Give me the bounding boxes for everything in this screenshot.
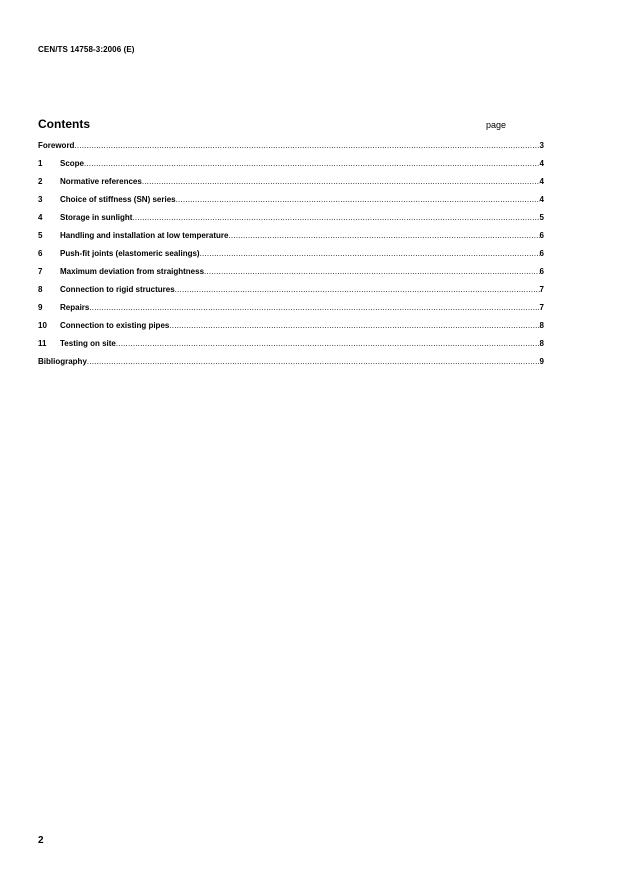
toc-entry-title: Connection to rigid structures xyxy=(60,285,175,294)
toc-entry-page: 8 xyxy=(539,339,544,348)
toc-dot-leader xyxy=(84,155,540,173)
toc-entry-page: 6 xyxy=(539,231,544,240)
toc-dot-leader xyxy=(87,353,540,371)
toc-entry-page: 5 xyxy=(539,213,544,222)
toc-entry-normative-references[interactable] xyxy=(38,173,544,191)
toc-entry-title: Storage in sunlight xyxy=(60,213,133,222)
toc-entry-title: Bibliography xyxy=(38,357,87,366)
toc-entry-number: 9 xyxy=(38,303,43,312)
toc-entry-page: 4 xyxy=(539,177,544,186)
toc-entry-page: 3 xyxy=(539,141,544,150)
toc-entry-page: 6 xyxy=(539,267,544,276)
toc-dot-leader xyxy=(200,245,540,263)
toc-entry-push-fit-joints[interactable] xyxy=(38,245,544,263)
toc-entry-choice-of-stiffness[interactable] xyxy=(38,191,544,209)
toc-entry-title: Push-fit joints (elastomeric sealings) xyxy=(60,249,200,258)
toc-dot-leader xyxy=(169,317,539,335)
toc-entry-title: Connection to existing pipes xyxy=(60,321,170,330)
toc-entry-number: 11 xyxy=(38,339,47,348)
toc-entry-page: 9 xyxy=(539,357,544,366)
toc-entry-scope[interactable] xyxy=(38,155,544,173)
toc-entry-title: Testing on site xyxy=(60,339,116,348)
toc-entry-title: Scope xyxy=(60,159,85,168)
toc-dot-leader xyxy=(204,263,540,281)
toc-dot-leader xyxy=(132,209,539,227)
toc-entry-number: 10 xyxy=(38,321,47,330)
toc-entry-number: 7 xyxy=(38,267,43,276)
toc-entry-title: Handling and installation at low temperature xyxy=(60,231,229,240)
toc-entry-maximum-deviation[interactable] xyxy=(38,263,544,281)
toc-entry-page: 7 xyxy=(539,285,544,294)
toc-entry-testing-on-site[interactable] xyxy=(38,335,544,353)
page-column-label: page xyxy=(486,120,507,130)
toc-entry-connection-to-rigid-structures[interactable] xyxy=(38,281,544,299)
toc-entry-repairs[interactable] xyxy=(38,299,544,317)
table-of-contents xyxy=(38,137,544,371)
toc-entry-title: Repairs xyxy=(60,303,90,312)
toc-entry-page: 8 xyxy=(539,321,544,330)
toc-entry-number: 2 xyxy=(38,177,43,186)
toc-dot-leader xyxy=(89,299,539,317)
page-number: 2 xyxy=(38,835,44,846)
toc-entry-page: 6 xyxy=(539,249,544,258)
toc-entry-title: Foreword xyxy=(38,141,75,150)
toc-entry-number: 5 xyxy=(38,231,43,240)
toc-dot-leader xyxy=(175,281,540,299)
toc-entry-connection-to-existing-pipes[interactable] xyxy=(38,317,544,335)
toc-entry-page: 4 xyxy=(539,159,544,168)
toc-entry-bibliography[interactable] xyxy=(38,353,544,371)
toc-entry-page: 7 xyxy=(539,303,544,312)
toc-entry-title: Choice of stiffness (SN) series xyxy=(60,195,176,204)
document-identifier: CEN/TS 14758-3:2006 (E) xyxy=(38,45,135,54)
toc-entry-number: 6 xyxy=(38,249,43,258)
toc-dot-leader xyxy=(228,227,539,245)
toc-dot-leader xyxy=(176,191,540,209)
toc-dot-leader xyxy=(116,335,540,353)
toc-entry-title: Maximum deviation from straightness xyxy=(60,267,205,276)
toc-entry-number: 8 xyxy=(38,285,43,294)
toc-entry-title: Normative references xyxy=(60,177,142,186)
toc-dot-leader xyxy=(142,173,540,191)
toc-entry-handling-and-installation[interactable] xyxy=(38,227,544,245)
toc-entry-number: 3 xyxy=(38,195,43,204)
toc-entry-storage-in-sunlight[interactable] xyxy=(38,209,544,227)
toc-entry-page: 4 xyxy=(539,195,544,204)
toc-entry-number: 1 xyxy=(38,159,43,168)
toc-dot-leader xyxy=(74,137,539,155)
contents-heading: Contents xyxy=(38,117,90,131)
toc-entry-number: 4 xyxy=(38,213,43,222)
toc-entry-foreword[interactable] xyxy=(38,137,544,155)
